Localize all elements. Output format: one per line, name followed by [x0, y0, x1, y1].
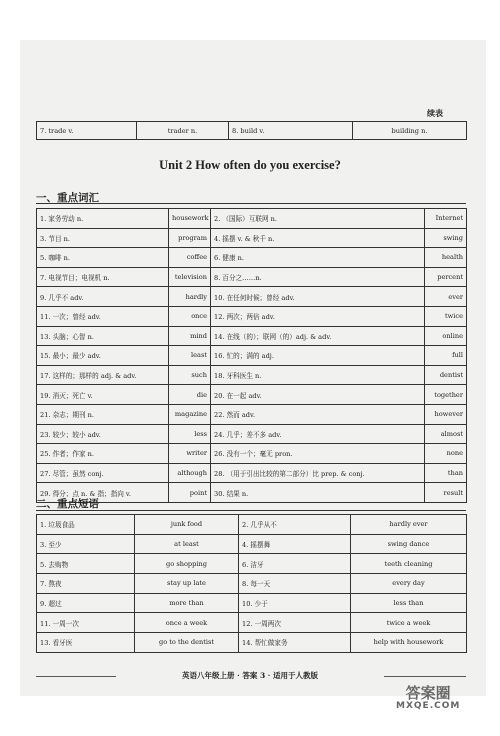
watermark-logo — [396, 686, 460, 711]
vocab-table — [36, 208, 467, 503]
cell-english: magazine — [169, 404, 211, 424]
cell-chinese: 3. 节目 n. — [37, 228, 169, 248]
table-row — [37, 424, 467, 444]
cell-chinese: 18. 牙科医生 n. — [211, 365, 425, 385]
cell-chinese: 22. 然而 adv. — [211, 404, 425, 424]
cell-chinese: 5. 去购物 — [37, 554, 135, 574]
cell-chinese: 19. 消灭；死亡 v. — [37, 385, 169, 405]
table-row — [37, 534, 467, 554]
cell-english: swing — [425, 228, 467, 248]
cell-english: stay up late — [135, 574, 239, 594]
cell-english: percent — [425, 267, 467, 287]
cell-english: point — [169, 483, 211, 503]
cell-chinese: 26. 没有一个；毫无 pron. — [211, 444, 425, 464]
cell-chinese: 16. 忙的；满的 adj. — [211, 346, 425, 366]
table-row — [37, 346, 467, 366]
table-row — [37, 444, 467, 464]
cell-chinese: 14. 在线（的）；联网（的）adj. & adv. — [211, 326, 425, 346]
cell-chinese: 2. （国际）互联网 n. — [211, 209, 425, 229]
cell-chinese: 12. 两次；两倍 adv. — [211, 306, 425, 326]
cell-chinese: 1. 垃圾食品 — [37, 515, 135, 535]
cell-english: such — [169, 365, 211, 385]
cell-english: least — [169, 346, 211, 366]
table-row — [37, 228, 467, 248]
cell-english: hardly ever — [351, 515, 467, 535]
cell-english: Internet — [425, 209, 467, 229]
cell-chinese: 12. 一周两次 — [239, 613, 351, 633]
table-row — [37, 574, 467, 594]
cell-chinese: 24. 几乎；差不多 adv. — [211, 424, 425, 444]
cell-english: online — [425, 326, 467, 346]
table-row — [37, 248, 467, 268]
continued-label: 续表 — [427, 108, 443, 118]
cell-english: full — [425, 346, 467, 366]
cell-english: every day — [351, 574, 467, 594]
table-row — [37, 404, 467, 424]
cell-chinese: 11. 一次；曾经 adv. — [37, 306, 169, 326]
cell-chinese: 8. build v. — [229, 122, 353, 140]
cell-chinese: 7. trade v. — [37, 122, 137, 140]
cell-chinese: 8. 每一天 — [239, 574, 351, 594]
table-row — [37, 365, 467, 385]
table-row — [37, 554, 467, 574]
cell-chinese: 9. 超过 — [37, 593, 135, 613]
cell-english: less than — [351, 593, 467, 613]
cell-chinese: 21. 杂志；期刊 n. — [37, 404, 169, 424]
cell-english: trader n. — [137, 122, 229, 140]
continued-table — [36, 121, 467, 140]
cell-chinese: 20. 在一起 adv. — [211, 385, 425, 405]
cell-chinese: 30. 结果 n. — [211, 483, 425, 503]
cell-english: once — [169, 306, 211, 326]
cell-english: swing dance — [351, 534, 467, 554]
table-row — [37, 326, 467, 346]
cell-chinese: 15. 最小；最少 adv. — [37, 346, 169, 366]
cell-chinese: 13. 头脑；心智 n. — [37, 326, 169, 346]
cell-english: at least — [135, 534, 239, 554]
cell-english: together — [425, 385, 467, 405]
table-row — [37, 515, 467, 535]
cell-english: help with housework — [351, 633, 467, 653]
cell-english: ever — [425, 287, 467, 307]
watermark-top: 答案圈 — [405, 684, 451, 702]
section-divider — [36, 203, 466, 204]
watermark-bottom: MXQE.COM — [396, 700, 461, 711]
table-row — [37, 267, 467, 287]
cell-english: writer — [169, 444, 211, 464]
cell-chinese: 7. 电视节目；电视机 n. — [37, 267, 169, 287]
cell-english: coffee — [169, 248, 211, 268]
cell-chinese: 10. 少于 — [239, 593, 351, 613]
cell-chinese: 29. 得分；点 n. & 指；指向 v. — [37, 483, 169, 503]
cell-chinese: 1. 家务劳动 n. — [37, 209, 169, 229]
cell-chinese: 7. 熬夜 — [37, 574, 135, 594]
table-row — [37, 633, 467, 653]
cell-chinese: 25. 作者；作家 n. — [37, 444, 169, 464]
cell-english: although — [169, 463, 211, 483]
cell-english: twice a week — [351, 613, 467, 633]
cell-chinese: 27. 尽管；虽然 conj. — [37, 463, 169, 483]
phrase-table — [36, 514, 467, 653]
table-row — [37, 483, 467, 503]
cell-chinese: 2. 几乎从不 — [239, 515, 351, 535]
cell-chinese: 11. 一周一次 — [37, 613, 135, 633]
section-title-vocab: 一、重点词汇 — [36, 192, 99, 204]
cell-english: twice — [425, 306, 467, 326]
cell-english: less — [169, 424, 211, 444]
cell-english: teeth cleaning — [351, 554, 467, 574]
cell-chinese: 23. 较少；较小 adv. — [37, 424, 169, 444]
table-row — [37, 463, 467, 483]
cell-english: more than — [135, 593, 239, 613]
cell-chinese: 8. 百分之……n. — [211, 267, 425, 287]
table-row — [37, 613, 467, 633]
cell-chinese: 4. 摇摆 v. & 秋千 n. — [211, 228, 425, 248]
cell-english: junk food — [135, 515, 239, 535]
cell-english: building n. — [353, 122, 467, 140]
cell-english: go shopping — [135, 554, 239, 574]
cell-english: almost — [425, 424, 467, 444]
cell-english: program — [169, 228, 211, 248]
cell-chinese: 9. 几乎不 adv. — [37, 287, 169, 307]
cell-english: health — [425, 248, 467, 268]
cell-chinese: 13. 看牙医 — [37, 633, 135, 653]
cell-chinese: 3. 至少 — [37, 534, 135, 554]
section-title-phrases: 二、重点短语 — [36, 498, 99, 510]
cell-chinese: 17. 这样的；那样的 adj. & adv. — [37, 365, 169, 385]
table-row — [37, 287, 467, 307]
cell-english: result — [425, 483, 467, 503]
cell-chinese: 6. 洁牙 — [239, 554, 351, 574]
table-row — [37, 385, 467, 405]
cell-english: mind — [169, 326, 211, 346]
cell-english: hardly — [169, 287, 211, 307]
cell-chinese: 5. 咖啡 n. — [37, 248, 169, 268]
section-divider — [36, 510, 466, 511]
cell-english: than — [425, 463, 467, 483]
cell-chinese: 6. 健康 n. — [211, 248, 425, 268]
cell-english: television — [169, 267, 211, 287]
cell-english: none — [425, 444, 467, 464]
cell-chinese: 28. （用于引出比较的第二部分）比 prep. & conj. — [211, 463, 425, 483]
cell-chinese: 10. 在任何时候；曾经 adv. — [211, 287, 425, 307]
cell-chinese: 14. 帮忙做家务 — [239, 633, 351, 653]
table-row — [37, 209, 467, 229]
table-row — [37, 306, 467, 326]
table-row — [37, 593, 467, 613]
cell-english: housework — [169, 209, 211, 229]
unit-title: Unit 2 How often do you exercise? — [159, 158, 341, 172]
cell-english: however — [425, 404, 467, 424]
cell-english: once a week — [135, 613, 239, 633]
cell-english: dentist — [425, 365, 467, 385]
page-footer: 英语八年级上册 · 答案 3 · 适用于人教版 — [182, 671, 318, 680]
cell-english: go to the dentist — [135, 633, 239, 653]
cell-english: die — [169, 385, 211, 405]
cell-chinese: 4. 摇摆舞 — [239, 534, 351, 554]
table-row — [37, 122, 467, 140]
